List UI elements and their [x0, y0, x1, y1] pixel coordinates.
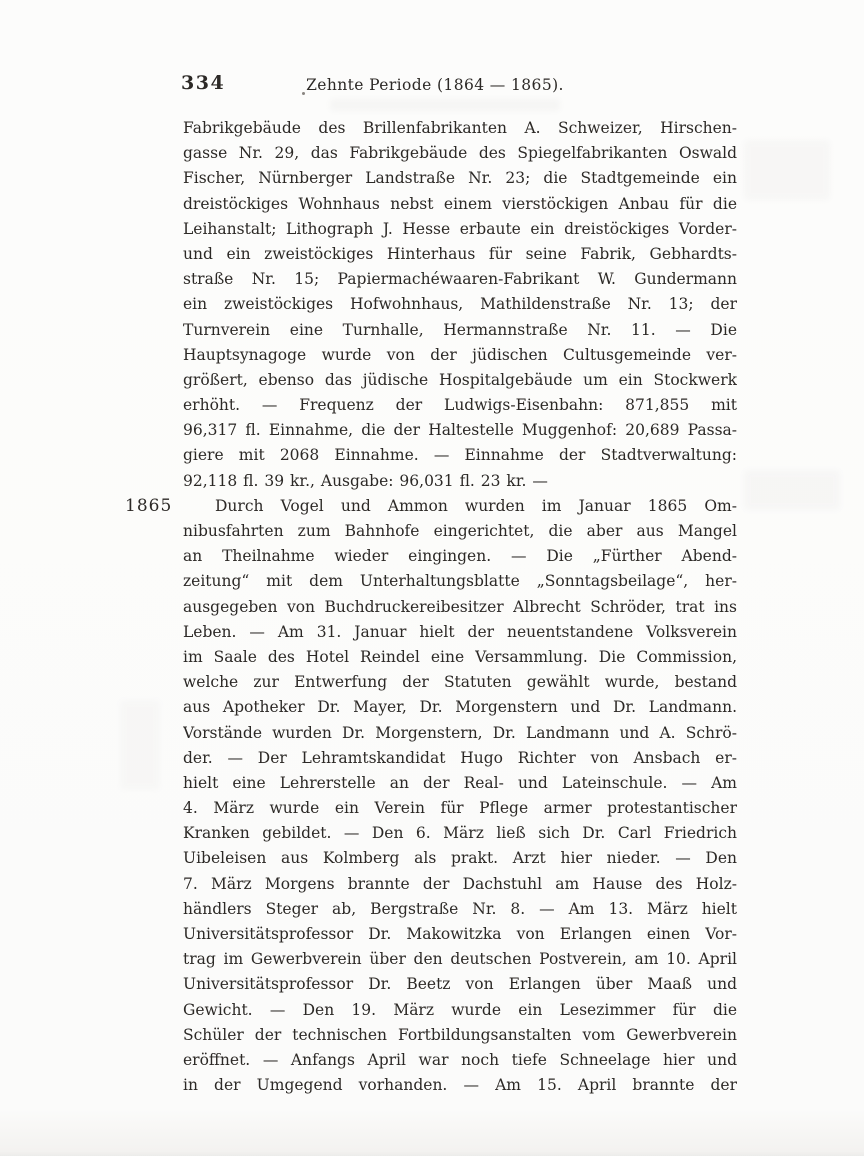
text-line: Leihanstalt; Lithograph J. Hesse erbaute ein dreistöckiges Vorder- [183, 219, 737, 238]
text-line: giere mit 2068 Einnahme. — Einnahme der Stadtverwaltung: [183, 446, 737, 465]
paragraph-continuation [183, 116, 737, 494]
paragraph-1865 [183, 494, 737, 1099]
text-line: dreistöckiges Wohnhaus nebst einem vierstöckigen Anbau für die [183, 194, 737, 213]
bleed-through-artifact [744, 470, 840, 510]
bleed-through-artifact [120, 700, 160, 790]
text-line: Vorstände wurden Dr. Morgenstern, Dr. Landmann und A. Schrö- [183, 723, 737, 742]
running-header: Zehnte Periode (1864 — 1865). [306, 76, 564, 94]
text-line: 7. März Morgens brannte der Dachstuhl am Hause des Holz- [183, 874, 737, 893]
text-line: händlers Steger ab, Bergstraße Nr. 8. — Am 13. März hielt [183, 899, 737, 918]
text-line: größert, ebenso das jüdische Hospitalgebäude um ein Stockwerk [183, 370, 737, 389]
page-number: 334 [181, 72, 226, 94]
text-line: Hauptsynagoge wurde von der jüdischen Cultusgemeinde ver- [183, 345, 737, 364]
text-line: aus Apotheker Dr. Mayer, Dr. Morgenstern und Dr. Landmann. [183, 698, 737, 717]
text-line: eröffnet. — Anfangs April war noch tiefe Schneelage hier und [183, 1050, 737, 1069]
text-line: Fischer, Nürnberger Landstraße Nr. 23; die Stadtgemeinde ein [183, 169, 737, 188]
text-line: hielt eine Lehrerstelle an der Real- und Lateinschule. — Am [183, 773, 737, 792]
text-line: Turnverein eine Turnhalle, Hermannstraße Nr. 11. — Die [183, 320, 737, 339]
text-line: Universitätsprofessor Dr. Makowitzka von Erlangen einen Vor- [183, 925, 737, 943]
text-line: Durch Vogel und Ammon wurden im Januar 1865 Om- [215, 496, 737, 515]
text-line: ein zweistöckiges Hofwohnhaus, Mathildenstraße Nr. 13; der [183, 295, 737, 314]
text-line: Fabrikgebäude des Brillenfabrikanten A. Schweizer, Hirschen- [183, 119, 737, 137]
text-line: Leben. — Am 31. Januar hielt der neuentstandene Volksverein [183, 622, 737, 641]
text-line: nibusfahrten zum Bahnhofe eingerichtet, die aber aus Mangel [183, 522, 737, 540]
text-line: trag im Gewerbverein über den deutschen Postverein, am 10. April [183, 950, 737, 969]
text-line: gasse Nr. 29, das Fabrikgebäude des Spiegelfabrikanten Oswald [183, 144, 737, 163]
text-line: in der Umgegend vorhanden. — Am 15. April brannte der [183, 1076, 737, 1095]
text-line: im Saale des Hotel Reindel eine Versammlung. Die Commission, [183, 647, 737, 666]
text-line: Gewicht. — Den 19. März wurde ein Lesezimmer für die [183, 1000, 737, 1019]
text-line: an Theilnahme wieder eingingen. — Die „Fürther Abend- [183, 547, 737, 566]
margin-year: 1865 [125, 496, 173, 516]
text-line: 92,118 fl. 39 kr., Ausgabe: 96,031 fl. 23 kr. — [183, 471, 548, 490]
text-line: straße Nr. 15; Papiermachéwaaren-Fabrikant W. Gundermann [183, 270, 737, 289]
text-line: der. — Der Lehramtskandidat Hugo Richter von Ansbach er- [183, 748, 737, 767]
text-line: 4. März wurde ein Verein für Pflege armer protestantischer [183, 799, 737, 818]
ink-speck-artifact [302, 92, 305, 95]
text-line: Schüler der technischen Fortbildungsanstalten vom Gewerbverein [183, 1025, 737, 1044]
bleed-through-artifact [330, 99, 560, 111]
text-line: Kranken gebildet. — Den 6. März ließ sich Dr. Carl Friedrich [183, 824, 737, 843]
text-column [125, 116, 737, 1098]
text-line: Universitätsprofessor Dr. Beetz von Erlangen über Maaß und [183, 975, 737, 994]
text-line: und ein zweistöckiges Hinterhaus für seine Fabrik, Gebhardts- [183, 244, 737, 263]
text-line: Uibeleisen aus Kolmberg als prakt. Arzt hier nieder. — Den [183, 849, 737, 868]
text-line: ausgegeben von Buchdruckereibesitzer Albrecht Schröder, trat ins [183, 597, 737, 616]
text-line: 96,317 fl. Einnahme, die der Haltestelle Muggenhof: 20,689 Passa- [183, 421, 737, 440]
text-line: zeitung“ mit dem Unterhaltungsblatte „Sonntagsbeilage“, her- [183, 572, 737, 591]
text-line: erhöht. — Frequenz der Ludwigs-Eisenbahn: 871,855 mit [183, 396, 737, 415]
text-line: welche zur Entwerfung der Statuten gewählt wurde, bestand [183, 673, 737, 692]
bleed-through-artifact [744, 140, 830, 200]
